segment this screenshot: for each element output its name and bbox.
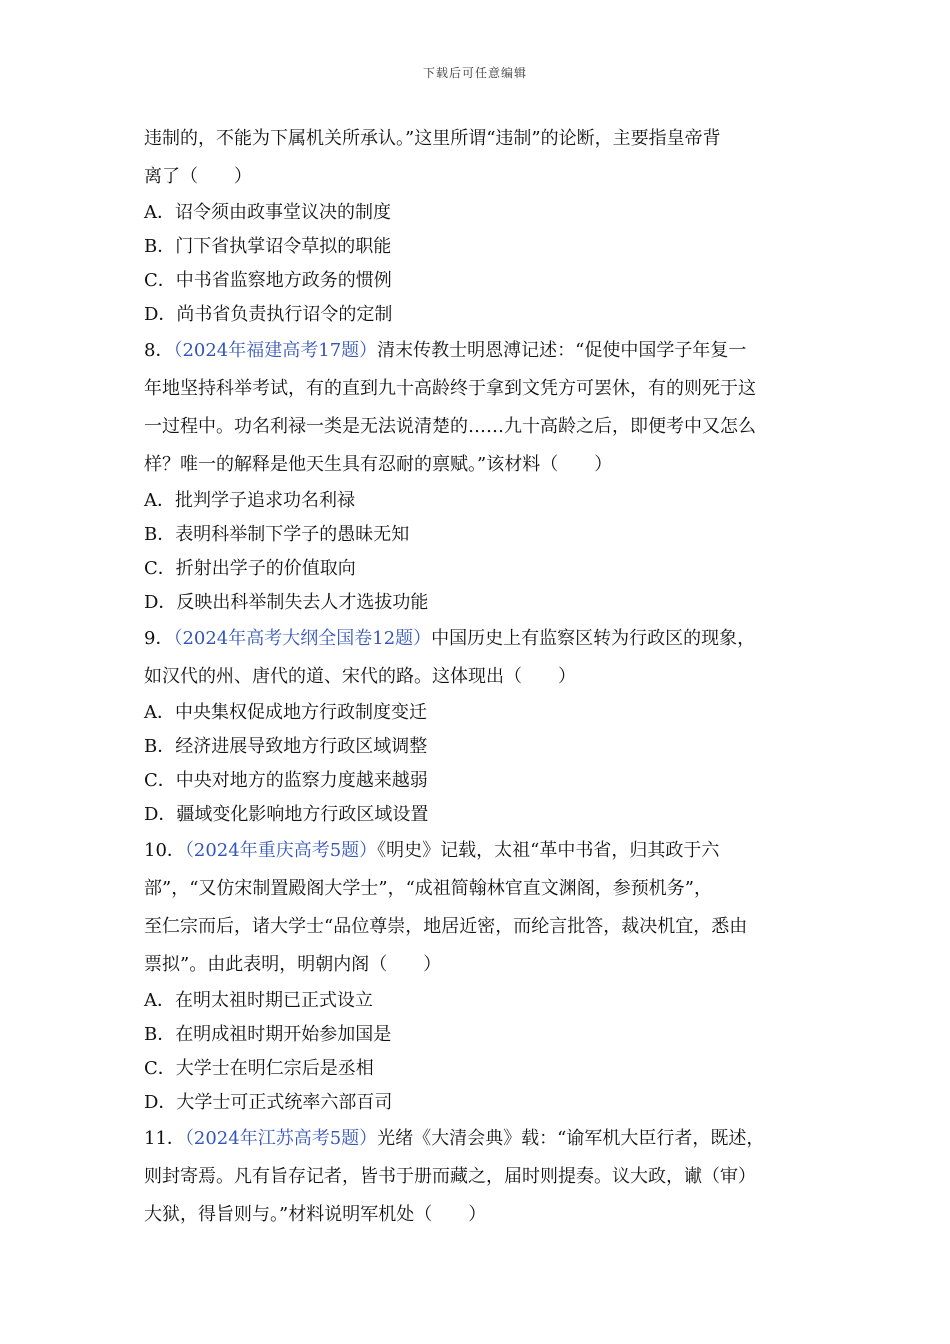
question-first-line	[144, 1120, 824, 1158]
question-first-line	[144, 332, 824, 370]
question-stem-start: 中国历史上有监察区转为行政区的现象，	[431, 628, 756, 649]
question-source: （2024年江苏高考5题）	[184, 1128, 378, 1149]
question-11	[144, 1120, 824, 1234]
question-stem-start: 《明史》记载，太祖“革中书省，归其政于六	[377, 840, 720, 861]
question-stem-line: 部”，“又仿宋制置殿阁大学士”，“成祖简翰林官直文渊阁，参预机务”，	[144, 878, 713, 899]
question-stem-line: 样？唯一的解释是他天生具有忍耐的禀赋。”该材料（ ）	[144, 454, 613, 475]
option-b: B．经济进展导致地方行政区域调整	[144, 736, 428, 757]
question-stem-line: 违制的，不能为下属机关所承认。”这里所谓“违制”的论断，主要指皇帝背	[144, 128, 721, 149]
question-9	[144, 620, 824, 832]
option-b: B．表明科举制下学子的愚昧无知	[144, 524, 410, 545]
question-source: （2024年福建高考17题）	[173, 340, 378, 361]
question-stem-line: 离了（ ）	[144, 166, 252, 187]
question-stem-line: 大狱，得旨则与。”材料说明军机处（ ）	[144, 1204, 487, 1225]
page-header-watermark: 下载后可任意编辑	[422, 66, 527, 80]
question-source: （2024年重庆高考5题）	[184, 840, 378, 861]
option-d: D．尚书省负责执行诏令的定制	[144, 304, 393, 325]
option-c: C．中央对地方的监察力度越来越弱	[144, 770, 428, 791]
question-stem-line: 至仁宗而后，诸大学士“品位尊崇，地居近密，而纶言批答，裁决机宜，悉由	[144, 916, 748, 937]
question-7	[144, 120, 824, 332]
question-number: 10．	[144, 840, 185, 861]
question-stem-line: 票拟”。由此表明，明朝内阁（ ）	[144, 954, 442, 975]
option-c: C．折射出学子的价值取向	[144, 558, 356, 579]
option-d: D．反映出科举制失去人才选拔功能	[144, 592, 429, 613]
question-stem-line: 如汉代的州、唐代的道、宋代的路。这体现出（ ）	[144, 666, 576, 687]
option-d: D．疆域变化影响地方行政区域设置	[144, 804, 429, 825]
question-source: （2024年高考大纲全国卷12题）	[173, 628, 432, 649]
question-stem-line: 一过程中。功名利禄一类是无法说清楚的……九十高龄之后，即便考中又怎么	[144, 416, 756, 437]
option-c: C．大学士在明仁宗后是丞相	[144, 1058, 374, 1079]
option-c: C．中书省监察地方政务的惯例	[144, 270, 392, 291]
option-b: B．在明成祖时期开始参加国是	[144, 1024, 392, 1045]
question-stem-start: 光绪《大清会典》载：“谕军机大臣行者，既述，	[377, 1128, 765, 1149]
question-number: 8．	[144, 340, 174, 361]
document-body	[144, 120, 824, 1234]
option-a: A．批判学子追求功名利禄	[144, 490, 355, 511]
option-d: D．大学士可正式统率六部百司	[144, 1092, 393, 1113]
question-first-line	[144, 832, 824, 870]
question-number: 11．	[144, 1128, 185, 1149]
option-a: A．诏令须由政事堂议决的制度	[144, 202, 391, 223]
question-stem-line: 则封寄焉。凡有旨存记者，皆书于册而藏之，届时则提奏。议大政，谳（审）	[144, 1166, 756, 1187]
option-a: A．在明太祖时期已正式设立	[144, 990, 373, 1011]
question-stem-line: 年地坚持科举考试，有的直到九十高龄终于拿到文凭方可罢休，有的则死于这	[144, 378, 756, 399]
question-8	[144, 332, 824, 620]
option-b: B．门下省执掌诏令草拟的职能	[144, 236, 392, 257]
question-stem-start: 清末传教士明恩溥记述：“促使中国学子年复一	[377, 340, 747, 361]
question-10	[144, 832, 824, 1120]
question-number: 9．	[144, 628, 174, 649]
question-first-line	[144, 620, 824, 658]
option-a: A．中央集权促成地方行政制度变迁	[144, 702, 427, 723]
